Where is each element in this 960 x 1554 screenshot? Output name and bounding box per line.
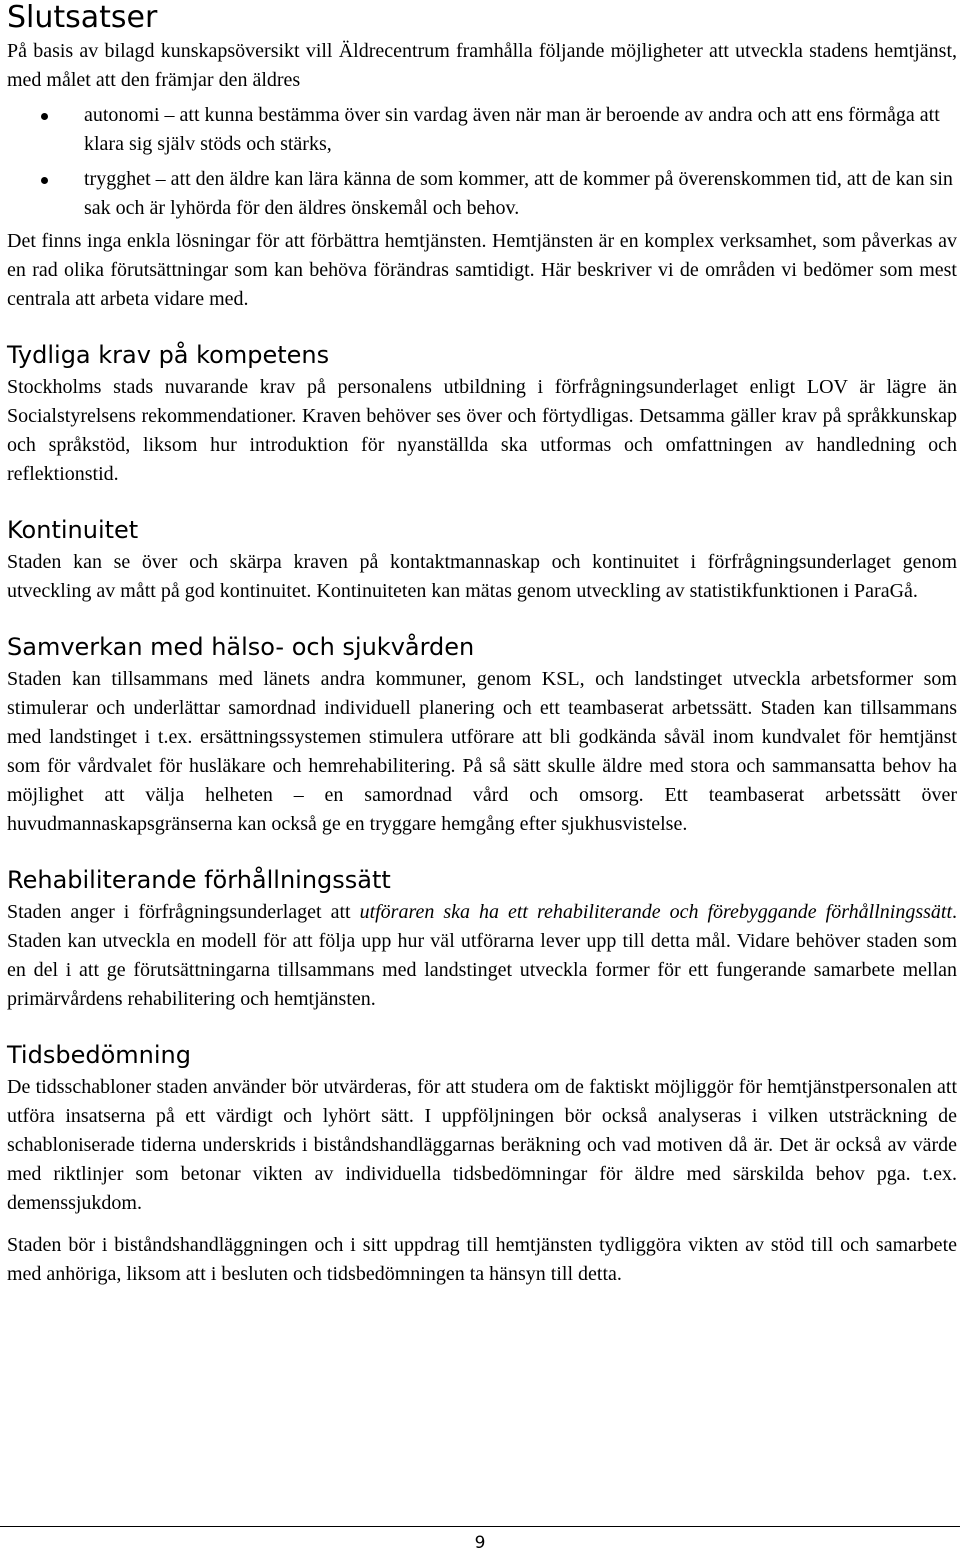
page-title: Slutsatser (7, 0, 158, 35)
section-heading-kompetens: Tydliga krav på kompetens (7, 341, 330, 369)
section-heading-samverkan: Samverkan med hälso- och sjukvården (7, 633, 475, 661)
section-heading-kontinuitet: Kontinuitet (7, 516, 139, 544)
list-item (7, 101, 957, 159)
section-heading-tid: Tidsbedömning (7, 1041, 191, 1069)
rehab-text-start: Staden anger i förfrågningsunderlaget att (7, 901, 360, 923)
section-heading-rehab: Rehabiliterande förhållningssätt (7, 866, 391, 894)
section-text-kompetens: Stockholms stads nuvarande krav på personalens utbildning i förfrågningsunderlaget enligt LOV är lägre än Socialstyrelsens rekommendationer. Kraven behöver ses över och förtydligas. Detsamma gäller krav på språkkunskap och språkstöd, liksom hur introduktion för nyanställda ska utformas och omfattningen av handledning och reflektionstid. (7, 376, 957, 485)
section-text-tid: De tidsschabloner staden använder bör utvärderas, för att studera om de faktiskt möjliggör för hemtjänstpersonalen att utföra insatserna på ett värdigt och lyhört sätt. I uppföljningen bör också analyseras i vilken utsträckning de schabloniserade tiderna underskrids i biståndshandläggarnas beräkning och vad motiven då är. Det är också av värde med riktlinjer som betonar vikten av individuella tidsbedömningar för äldre med särskilda behov pga. t.ex. demenssjukdom. (7, 1076, 957, 1214)
intro-paragraph: På basis av bilagd kunskapsöversikt vill Äldrecentrum framhålla följande möjligheter att utveckla stadens hemtjänst, med målet att den främjar den äldres (7, 40, 957, 91)
document-page (7, 0, 957, 1289)
section-text-tid-2: Staden bör i biståndshandläggningen och i sitt uppdrag till hemtjänsten tydliggöra vikten av stöd till och samarbete med anhöriga, liksom att i besluten och tidsbedömningen ta hänsyn till detta. (7, 1234, 957, 1285)
section-text-rehab (7, 898, 957, 1014)
bullet-icon (41, 113, 48, 120)
list-item-text: autonomi – att kunna bestämma över sin vardag även när man är beroende av andra och att ens förmåga att klara sig själv stöds och stärks, (84, 104, 940, 155)
bullet-icon (41, 177, 48, 184)
page-number: 9 (474, 1533, 486, 1553)
rehab-text-end: . Staden kan utveckla en modell för att följa upp hur väl utförarna lever upp till detta mål. Vidare behöver staden som en del i att ge förutsättningarna tillsammans med landstinget utveckla former för ett fungerande samarbete mellan primärvårdens rehabilitering och hemtjänsten. (7, 901, 957, 1010)
goal-list (7, 101, 957, 223)
footer-divider (0, 1526, 960, 1527)
list-item (7, 165, 957, 223)
section-text-kontinuitet: Staden kan se över och skärpa kraven på kontaktmannaskap och kontinuitet i förfrågningsunderlaget genom utveckling av mått på god kontinuitet. Kontinuiteten kan mätas genom utveckling av statistikfunktionen i ParaGå. (7, 551, 957, 602)
summary-paragraph: Det finns inga enkla lösningar för att förbättra hemtjänsten. Hemtjänsten är en komplex verksamhet, som påverkas av en rad olika förutsättningar som kan behöva förändras samtidigt. Här beskriver vi de områden vi bedömer som mest centrala att arbeta vidare med. (7, 230, 957, 310)
section-text-samverkan: Staden kan tillsammans med länets andra kommuner, genom KSL, och landstinget utveckla arbetsformer som stimulerar och underlättar samordnad individuell planering och ett teambaserat arbetssätt. Staden kan tillsammans med landstinget i t.ex. ersättningssystemen stimulera utförare att bli godkända såväl inom kundvalet för hemtjänst som för vårdvalet för husläkare och hemrehabilitering. På så sätt skulle äldre med stora och sammansatta behov ha möjlighet att välja helheten – en samordnad vård och omsorg. Ett teambaserat arbetssätt över huvudmannaskapsgränserna kan också ge en tryggare hemgång efter sjukhusvistelse. (7, 668, 957, 835)
rehab-text-quote: utföraren ska ha ett rehabiliterande och förebyggande förhållningssätt (359, 901, 952, 923)
list-item-text: trygghet – att den äldre kan lära känna de som kommer, att de kommer på överenskommen tid, att de kan sin sak och är lyhörda för den äldres önskemål och behov. (84, 168, 953, 219)
